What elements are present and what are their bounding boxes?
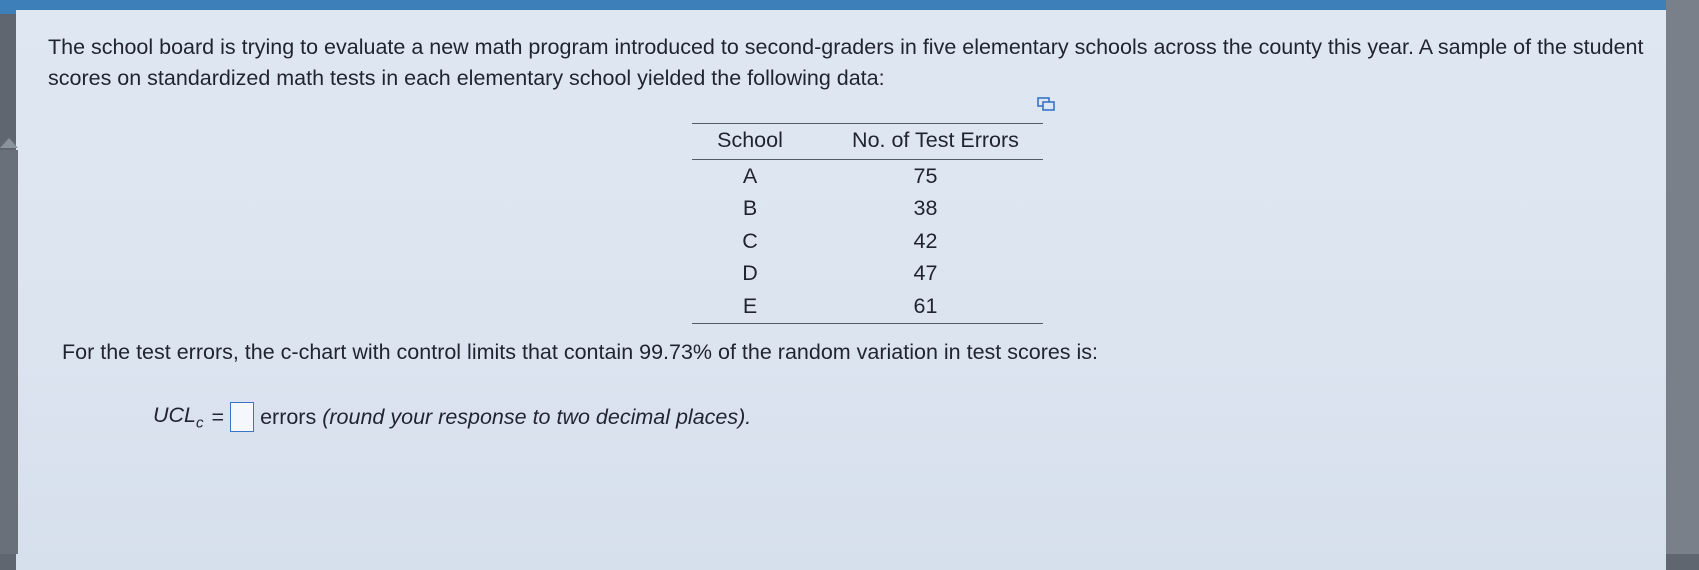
table-row <box>692 160 1043 193</box>
prompt-text: For the test errors, the c-chart with control limits that contain 99.73% of the random variation in test scores is: <box>62 340 1099 364</box>
right-frame-edge <box>1666 0 1699 554</box>
ucl-label-subscript: c <box>196 414 204 432</box>
answer-line <box>153 402 751 432</box>
ucl-label-main: UCL <box>153 402 197 427</box>
errors-cell: 42 <box>913 228 938 253</box>
table-row <box>692 258 1043 291</box>
ucl-label <box>153 403 204 431</box>
equals-sign: = <box>211 404 225 429</box>
school-cell: C <box>742 228 758 253</box>
school-cell: A <box>742 163 758 188</box>
table-row <box>692 290 1043 323</box>
data-table <box>692 123 1043 324</box>
table-row <box>692 193 1043 226</box>
column-header-school: School <box>692 124 808 160</box>
copy-table-icon[interactable] <box>1037 97 1055 111</box>
column-header-test-errors: No. of Test Errors <box>808 124 1043 160</box>
errors-cell: 61 <box>808 290 1043 323</box>
scroll-up-arrow-icon[interactable] <box>0 138 18 148</box>
errors-cell: 75 <box>913 163 938 188</box>
rounding-note: (round your response to two decimal places). <box>322 404 752 429</box>
ucl-answer-input[interactable] <box>230 402 254 432</box>
errors-cell: 38 <box>913 196 938 221</box>
school-cell: D <box>742 261 758 286</box>
table-header-row <box>692 124 1043 160</box>
school-cell: E <box>692 290 808 323</box>
school-cell: B <box>742 196 758 221</box>
errors-cell: 47 <box>913 261 938 286</box>
unit-label: errors <box>260 404 317 429</box>
left-scroll-edge <box>0 150 18 554</box>
question-text: The school board is trying to evaluate a new math program introduced to second-graders in five elementary schools across the county this year. A sample of the student scores on standardized math tests in each elementary school yielded the following data: <box>48 35 1644 90</box>
table-row <box>692 225 1043 258</box>
